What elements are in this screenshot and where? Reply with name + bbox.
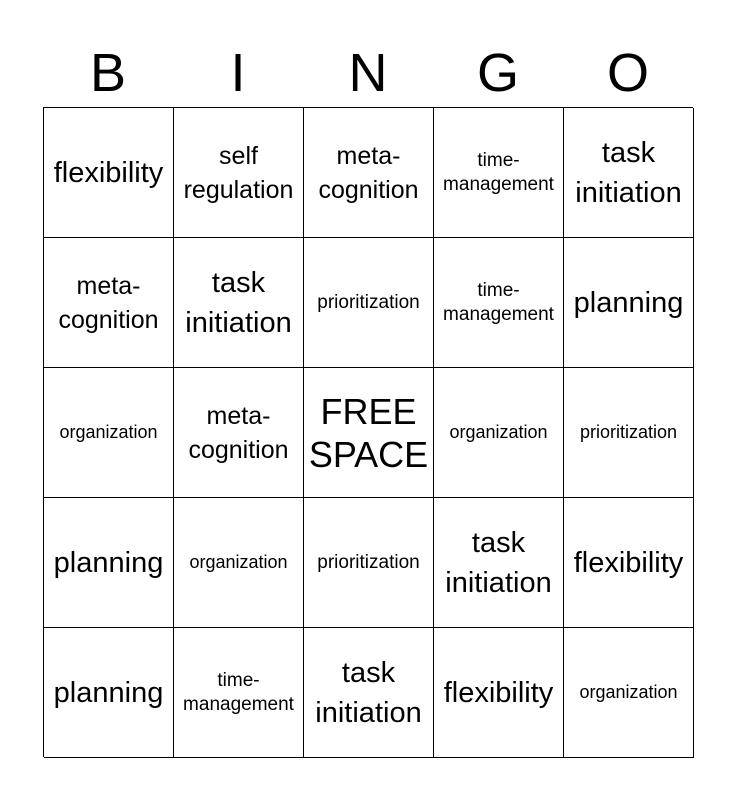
bingo-cell[interactable] [434, 238, 564, 368]
bingo-cell-label: prioritization [317, 291, 420, 313]
bingo-cell-label: time-management [443, 149, 554, 195]
bingo-cell[interactable] [304, 498, 434, 628]
bingo-cell[interactable] [564, 108, 694, 238]
bingo-cell-label: organization [579, 682, 678, 702]
bingo-cell-label: planning [53, 676, 164, 709]
bingo-cell[interactable] [44, 368, 174, 498]
bingo-cell-label: flexibility [573, 546, 684, 579]
header-letter-g: G [476, 43, 519, 103]
bingo-cell[interactable] [174, 628, 304, 758]
bingo-cell-label: meta-cognition [58, 271, 159, 334]
bingo-cell-label: organization [189, 552, 288, 572]
bingo-board [43, 107, 693, 757]
bingo-cell[interactable] [564, 628, 694, 758]
header-letter-i: I [230, 43, 246, 103]
bingo-cell-label: flexibility [53, 156, 164, 189]
bingo-cell[interactable] [564, 368, 694, 498]
bingo-cell-label: task initiation [315, 656, 422, 729]
bingo-cell-label: FREE SPACE [308, 390, 429, 475]
bingo-cell[interactable] [174, 498, 304, 628]
header-letter-n: N [348, 43, 388, 103]
bingo-cell-label: task initiation [575, 136, 682, 209]
bingo-cell-label: prioritization [317, 551, 420, 573]
bingo-cell-label: organization [449, 422, 548, 442]
bingo-cell[interactable] [44, 498, 174, 628]
bingo-cell[interactable] [174, 368, 304, 498]
bingo-cell-label: meta-cognition [318, 141, 419, 204]
bingo-cell-label: prioritization [579, 422, 678, 442]
bingo-cell-label: organization [59, 422, 158, 442]
bingo-cell-label: meta-cognition [188, 401, 289, 464]
bingo-cell-label: self regulation [183, 141, 294, 204]
bingo-cell[interactable] [304, 238, 434, 368]
bingo-cell-label: task initiation [445, 526, 552, 599]
bingo-cell-label: time-management [443, 279, 554, 325]
bingo-cell[interactable] [44, 108, 174, 238]
bingo-cell[interactable] [434, 498, 564, 628]
bingo-cell[interactable] [434, 628, 564, 758]
bingo-cell[interactable] [174, 238, 304, 368]
bingo-cell[interactable] [434, 108, 564, 238]
bingo-cell-label: time-management [183, 669, 294, 715]
bingo-cell[interactable] [564, 498, 694, 628]
header-letter-b: B [89, 43, 127, 103]
free-space-cell[interactable] [304, 368, 434, 498]
bingo-cell[interactable] [44, 628, 174, 758]
bingo-cell[interactable] [434, 368, 564, 498]
bingo-cell[interactable] [564, 238, 694, 368]
bingo-cell-label: planning [573, 286, 684, 319]
bingo-header [43, 40, 693, 106]
bingo-cell[interactable] [44, 238, 174, 368]
bingo-cell-label: planning [53, 546, 164, 579]
header-letter-o: O [606, 43, 649, 103]
bingo-cell[interactable] [304, 628, 434, 758]
bingo-cell[interactable] [304, 108, 434, 238]
bingo-cell[interactable] [174, 108, 304, 238]
bingo-cell-label: flexibility [443, 676, 554, 709]
bingo-cell-label: task initiation [185, 266, 292, 339]
